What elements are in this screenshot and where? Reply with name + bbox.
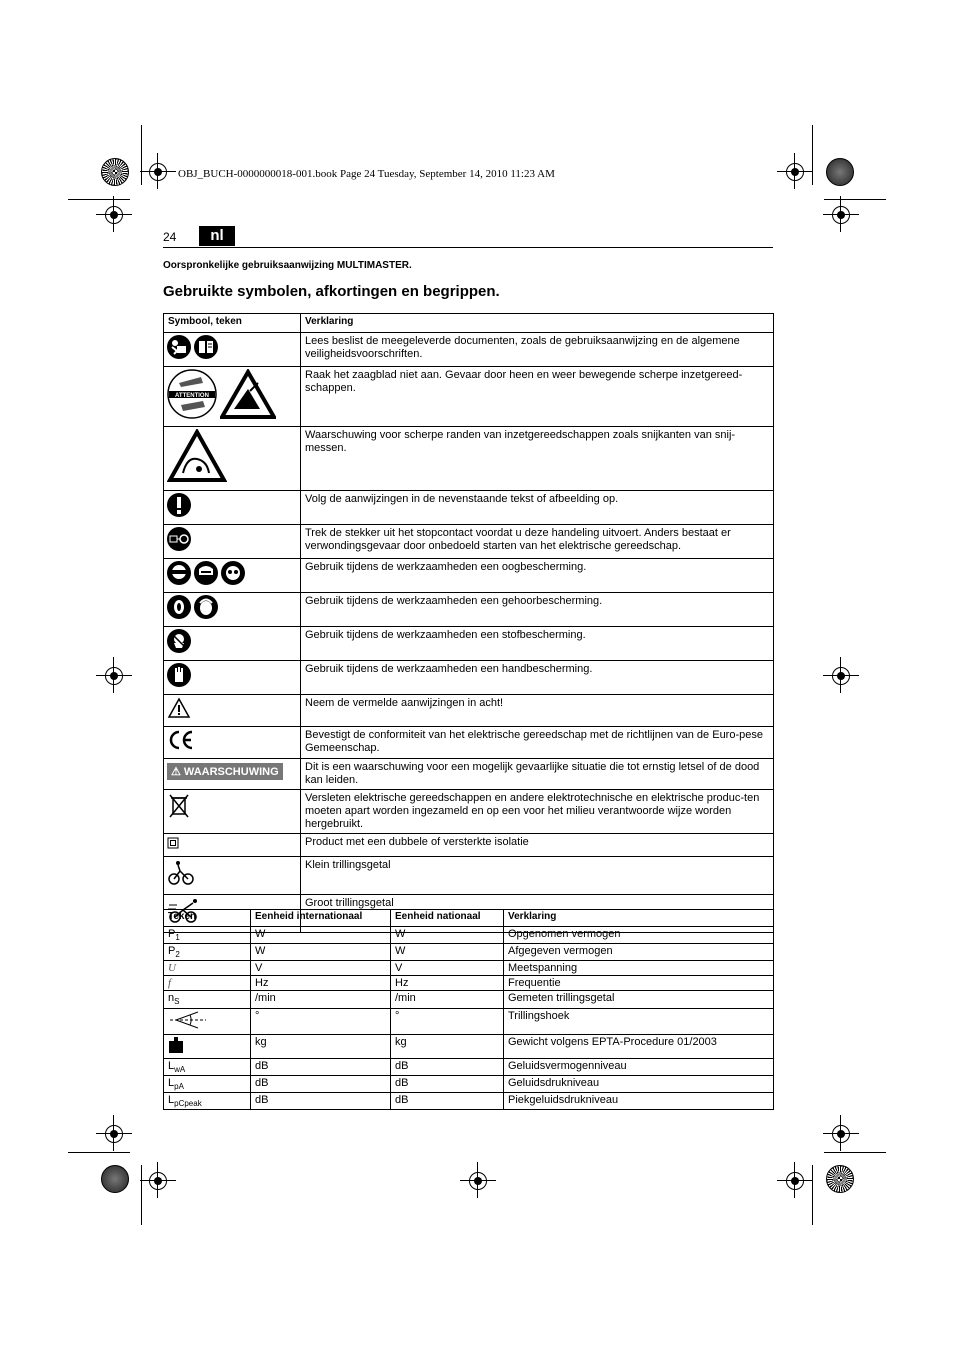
warning-label-icon: ⚠ WAARSCHUWING [167,763,283,780]
table-row [164,976,774,991]
gloves-icon [167,663,191,692]
unit-intl: W [251,927,391,944]
unit-desc: Afgegeven vermogen [504,944,774,961]
unit-natl: V [391,961,504,976]
attention-blade-icon [167,369,217,424]
registration-mark-icon [105,1125,123,1143]
col-header-symbol: Symbool, teken [164,314,301,333]
table-row [164,427,774,491]
symbol-explanation: Product met een dubbele of versterkte isolatie [301,834,774,857]
table-row [164,790,774,834]
weight-icon [168,1045,184,1057]
symbol-explanation: Lees beslist de meegeleverde documenten, zoals de gebruiksaanwijzing en de algemene veiligheidsvoorschriften. [301,333,774,367]
unit-natl: W [391,927,504,944]
registration-mark-icon [105,667,123,685]
symbol-explanation: Raak het zaagblad niet aan. Gevaar door heen en weer bewegende scherpe inzetgereed-schappen. [301,367,774,427]
unit-intl: V [251,961,391,976]
symbol-explanation: Volg de aanwijzingen in de nevenstaande tekst of afbeelding op. [301,491,774,525]
symbol-explanation: Waarschuwing voor scherpe randen van inzetgereedschappen zoals snijkanten van snij-messen. [301,427,774,491]
header-rule [163,247,773,248]
weee-bin-icon [167,792,191,825]
registration-mark-icon [149,1172,167,1190]
table-row [164,727,774,759]
sign-cell: $P_1$ [164,927,251,944]
table-row [164,944,774,961]
caution-triangle-icon [167,697,191,724]
table-row [164,1092,774,1109]
table-row [164,961,774,976]
table-row [164,927,774,944]
col-header-unit-natl: Eenheid nationaal [391,910,504,927]
blade-warning-triangle-icon [220,369,276,424]
unit-natl: dB [391,1075,504,1092]
table-row [164,627,774,661]
table-row [164,661,774,695]
col-header-explanation: Verklaring [504,910,774,927]
symbol-explanation: Gebruik tijdens de werkzaamheden een gehoorbescherming. [301,593,774,627]
table-row [164,695,774,727]
unit-intl: Hz [251,976,391,991]
book-icon [194,335,218,364]
table-row [164,333,774,367]
registration-mark-icon [786,1172,804,1190]
dust-mask-icon [167,629,191,658]
exclamation-icon [167,493,191,522]
units-table [163,909,774,1110]
color-target-icon [101,158,129,186]
table-row [164,593,774,627]
table-row [164,857,774,895]
unit-intl: ° [251,1008,391,1034]
sign-cell: $n_S$ [164,991,251,1008]
sign-cell: $L_{pCpeak}$ [164,1092,251,1109]
sharp-edges-warning-icon [167,429,227,488]
unit-desc: Frequentie [504,976,774,991]
unit-desc: Piekgeluidsdrukniveau [504,1092,774,1109]
unit-desc: Geluidsdrukniveau [504,1075,774,1092]
unit-intl: dB [251,1058,391,1075]
symbol-explanation: Gebruik tijdens de werkzaamheden een stofbescherming. [301,627,774,661]
symbol-explanation: Neem de vermelde aanwijzingen in acht! [301,695,774,727]
unit-desc: Gewicht volgens EPTA-Procedure 01/2003 [504,1034,774,1058]
unit-natl: W [391,944,504,961]
registration-mark-icon [149,163,167,181]
unit-desc: Geluidsvermogenniveau [504,1058,774,1075]
unit-desc: Gemeten trillingsgetal [504,991,774,1008]
registration-mark-icon [832,206,850,224]
read-manual-icon [167,335,191,364]
table-row [164,559,774,593]
section-title: Gebruikte symbolen, afkortingen en begrippen. [163,283,500,300]
table-row [164,1058,774,1075]
symbol-explanation: Gebruik tijdens de werkzaamheden een oogbescherming. [301,559,774,593]
unit-intl: W [251,944,391,961]
unit-natl: dB [391,1092,504,1109]
table-row [164,525,774,559]
ear-protection-icon [167,595,191,624]
table-row [164,1075,774,1092]
page-number: 24 [163,230,177,244]
face-shield-icon [194,561,218,590]
grey-target-icon [826,158,854,186]
unit-desc: Opgenomen vermogen [504,927,774,944]
ear-muffs-icon [194,595,218,624]
book-info-line: OBJ_BUCH-0000000018-001.book Page 24 Tuesday, September 14, 2010 11:23 AM [178,168,555,180]
sign-cell: $L_{pA}$ [164,1075,251,1092]
ce-mark-icon [167,729,195,756]
registration-mark-icon [832,667,850,685]
sign-cell [164,1034,251,1058]
unit-natl: /min [391,991,504,1008]
low-vibration-icon [167,859,195,892]
table-header-row [164,910,774,927]
table-row [164,1034,774,1058]
unit-desc: Meetspanning [504,961,774,976]
unit-desc: Trillingshoek [504,1008,774,1034]
double-insulation-icon [167,836,179,854]
symbols-table [163,313,774,933]
table-row [164,1008,774,1034]
col-header-explanation: Verklaring [301,314,774,333]
symbol-explanation: Trek de stekker uit het stopcontact voordat u deze handeling uitvoert. Anders bestaat er verwondingsgevaar door onbedoeld starten van het elektrische gereedschap. [301,525,774,559]
unit-intl: dB [251,1075,391,1092]
unit-natl: dB [391,1058,504,1075]
table-row [164,991,774,1008]
warning-label-text: WAARSCHUWING [183,766,279,778]
symbol-explanation: Bevestigt de conformiteit van het elektrische gereedschap met de richtlijnen van de Euro-pese Gemeenschap. [301,727,774,759]
unplug-icon [167,527,191,556]
unit-intl: /min [251,991,391,1008]
goggles-icon [167,561,191,590]
col-header-unit-intl: Eenheid internationaal [251,910,391,927]
registration-mark-icon [469,1172,487,1190]
sign-cell: $P_2$ [164,944,251,961]
registration-mark-icon [105,206,123,224]
col-header-sign: Teken [164,910,251,927]
oscillation-angle-icon [168,1021,208,1033]
symbol-explanation: Klein trillingsgetal [301,857,774,895]
sign-cell: U [164,961,251,976]
unit-natl: ° [391,1008,504,1034]
table-row [164,367,774,427]
table-header-row [164,314,774,333]
safety-glasses-icon [221,561,245,590]
table-row [164,759,774,790]
symbol-explanation: Versleten elektrische gereedschappen en andere elektrotechnische en elektrische produc-ten moeten apart worden ingezameld en op een voor het milieu verantwoorde wijze worden hergebruikt. [301,790,774,834]
registration-mark-icon [832,1125,850,1143]
symbol-explanation: Dit is een waarschuwing voor een mogelijk gevaarlijke situatie die tot ernstig letsel of de dood kan leiden. [301,759,774,790]
grey-target-icon [101,1165,129,1193]
sign-cell: $L_{wA}$ [164,1058,251,1075]
unit-natl: Hz [391,976,504,991]
language-tab: nl [199,226,235,246]
unit-intl: kg [251,1034,391,1058]
registration-mark-icon [786,163,804,181]
manual-subtitle: Oorspronkelijke gebruiksaanwijzing MULTIMASTER. [163,260,412,271]
table-row [164,834,774,857]
color-target-icon [826,1165,854,1193]
unit-natl: kg [391,1034,504,1058]
sign-cell: f [164,976,251,991]
symbol-explanation: Groot trillingsgetal [301,895,774,933]
table-row [164,491,774,525]
symbol-explanation: Gebruik tijdens de werkzaamheden een handbescherming. [301,661,774,695]
sign-cell [164,1008,251,1034]
svg-text:ATTENTION: ATTENTION [175,393,209,399]
unit-intl: dB [251,1092,391,1109]
